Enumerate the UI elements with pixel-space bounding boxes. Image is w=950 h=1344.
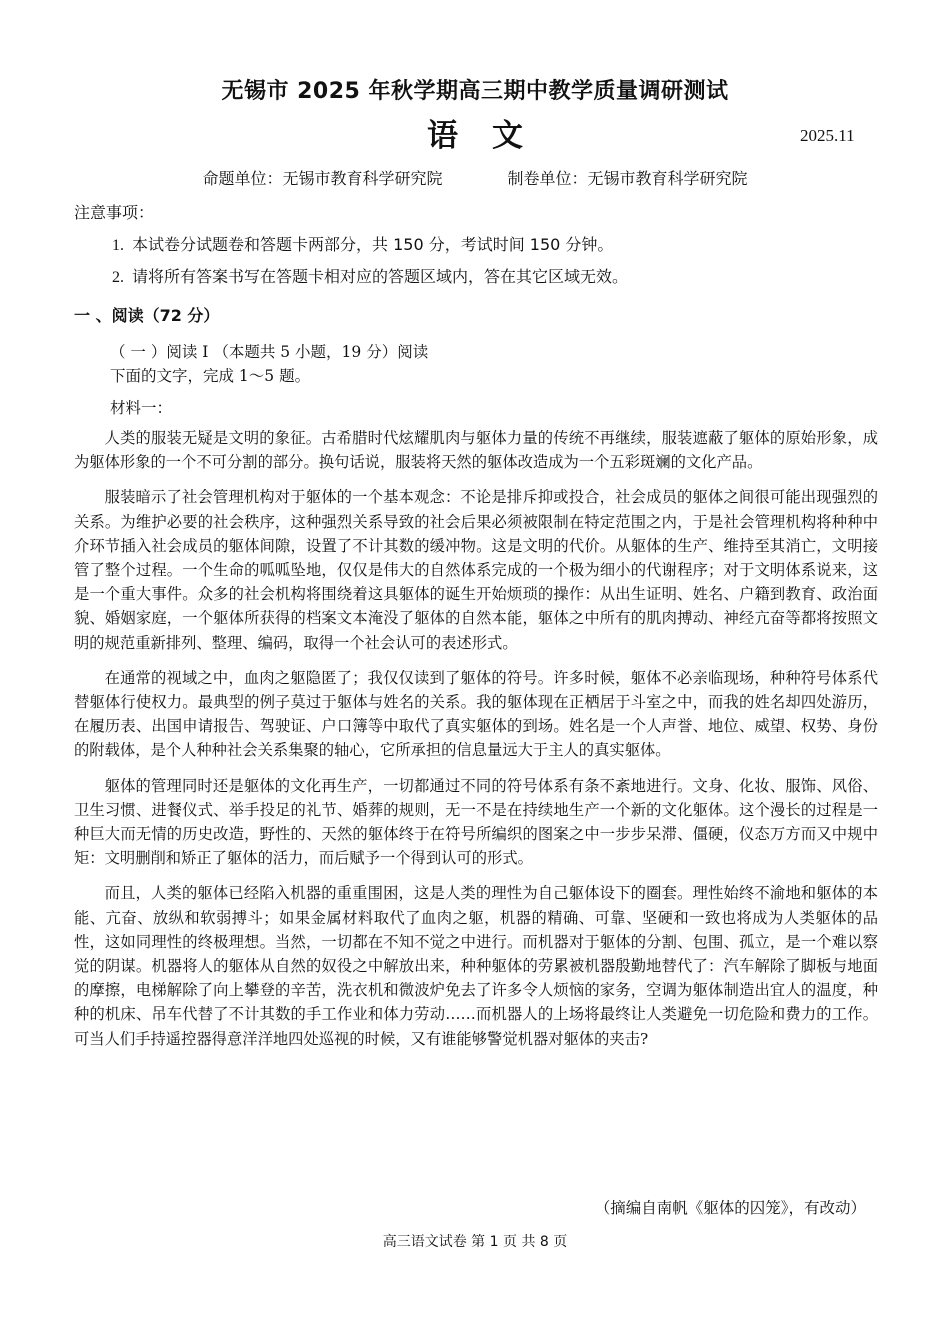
notice-item-text: 请将所有答案书写在答题卡相对应的答题区域内，答在其它区域无效。 [132,267,629,286]
section-title: 一 、阅读（72 分） [74,306,220,325]
reading-passage [74,426,878,1062]
passage-paragraph: 而且，人类的躯体已经陷入机器的重重围困，这是人类的理性为自己躯体设下的圈套。理性始终不渝地和躯体的本能、亢奋、放纵和软弱搏斗；如果金属材料取代了血肉之躯，机器的精确、可靠、坚硬和一致也将成为人类躯体的品性，这如同理性的终极理想。当然，一切都在不知不觉之中进行。而机器对于躯体的分割、包围、孤立，是一个难以察觉的阴谋。机器将人的躯体从自然的奴役之中解放出来，种种躯体的劳累被机器殷勤地替代了：汽车解除了脚板与地面的摩擦，电梯解除了向上攀登的辛苦，洗衣机和微波炉免去了许多令人烦恼的家务，空调为躯体制造出宜人的温度，种种的机床、吊车代替了不计其数的手工作业和体力劳动……而机器人的上场将最终让人类避免一切危险和费力的工作。可当人们手持遥控器得意洋洋地四处巡视的时候，又有谁能够警觉机器对躯体的夹击? [74,884,878,1048]
notice-item [112,264,628,287]
subject-title: 语文 [427,118,557,154]
passage-paragraph: 服装暗示了社会管理机构对于躯体的一个基本观念：不论是排斥抑或投合，社会成员的躯体之间很可能出现强烈的关系。为维护必要的社会秩序，这种强烈关系导致的社会后果必须被限制在特定范围之内，于是社会管理机构将种种中介环节插入社会成员的躯体间隙，设置了不计其数的缓冲物。这是文明的代价。从躯体的生产、维持至其消亡，文明接管了整个过程。一个生命的呱呱坠地，仅仅是伟大的自然体系完成的一个极为细小的代谢程序；对于文明体系说来，这是一个重大事件。众多的社会机构将围绕着这具躯体的诞生开始烦琐的操作：从出生证明、姓名、户籍到教育、政治面貌、婚姻家庭，一个躯体所获得的档案文本淹没了躯体的自然本能，躯体之中所有的肌肉搏动、神经亢奋等都将按照文明的规范重新排列、整理、编码，取得一个社会认可的表述形式。 [74,488,878,652]
notice-item-number: 1. [112,237,124,254]
exam-title: 无锡市 2025 年秋学期高三期中教学质量调研测试 [221,79,729,104]
notice-title: 注意事项： [74,203,155,222]
notice-item-text: 本试卷分试题卷和答题卡两部分，共 150 分，考试时间 150 分钟。 [132,235,614,254]
part-instructions: （ 一 ）阅读 I （本题共 5 小题，19 分）阅读下面的文字，完成 1～5 题。 [110,343,429,385]
material-label: 材料一： [110,399,173,417]
passage-paragraph: 人类的服装无疑是文明的象征。古希腊时代炫耀肌肉与躯体力量的传统不再继续，服装遮蔽了躯体的原始形象，成为躯体形象的一个不可分割的部分。换句话说，服装将天然的躯体改造成为一个五彩斑斓的文化产品。 [74,429,878,472]
exam-date: 2025.11 [800,126,855,145]
passage-source: （摘编自南帆《躯体的囚笼》，有改动） [594,1199,866,1217]
notice-item [112,232,613,255]
passage-paragraph: 在通常的视域之中，血肉之躯隐匿了；我仅仅读到了躯体的符号。许多时候，躯体不必亲临现场，种种符号体系代替躯体行使权力。最典型的例子莫过于躯体与姓名的关系。我的躯体现在正栖居于斗室之中，而我的姓名却四处游历，在履历表、出国申请报告、驾驶证、户口簿等中取代了真实躯体的到场。姓名是一个人声誉、地位、威望、权势、身份的附载体，是个人种种社会关系集聚的轴心，它所承担的信息量远大于主人的真实躯体。 [74,668,878,760]
notice-item-number: 2. [112,269,124,286]
production-unit: 制卷单位：无锡市教育科学研究院 [507,169,748,188]
proposition-unit: 命题单位：无锡市教育科学研究院 [202,169,443,188]
passage-paragraph: 躯体的管理同时还是躯体的文化再生产，一切都通过不同的符号体系有条不紊地进行。文身、化妆、服饰、风俗、卫生习惯、进餐仪式、举手投足的礼节、婚葬的规则，无一不是在持续地生产一个新的文化躯体。这个漫长的过程是一种巨大而无情的历史改造，野性的、天然的躯体终于在符号所编织的图案之中一步步呆滞、僵硬，仪态万方而又中规中矩：文明删削和矫正了躯体的活力，而后赋予一个得到认可的形式。 [74,776,878,868]
page-footer: 高三语文试卷 第 1 页 共 8 页 [382,1234,568,1250]
exam-units [0,166,950,189]
